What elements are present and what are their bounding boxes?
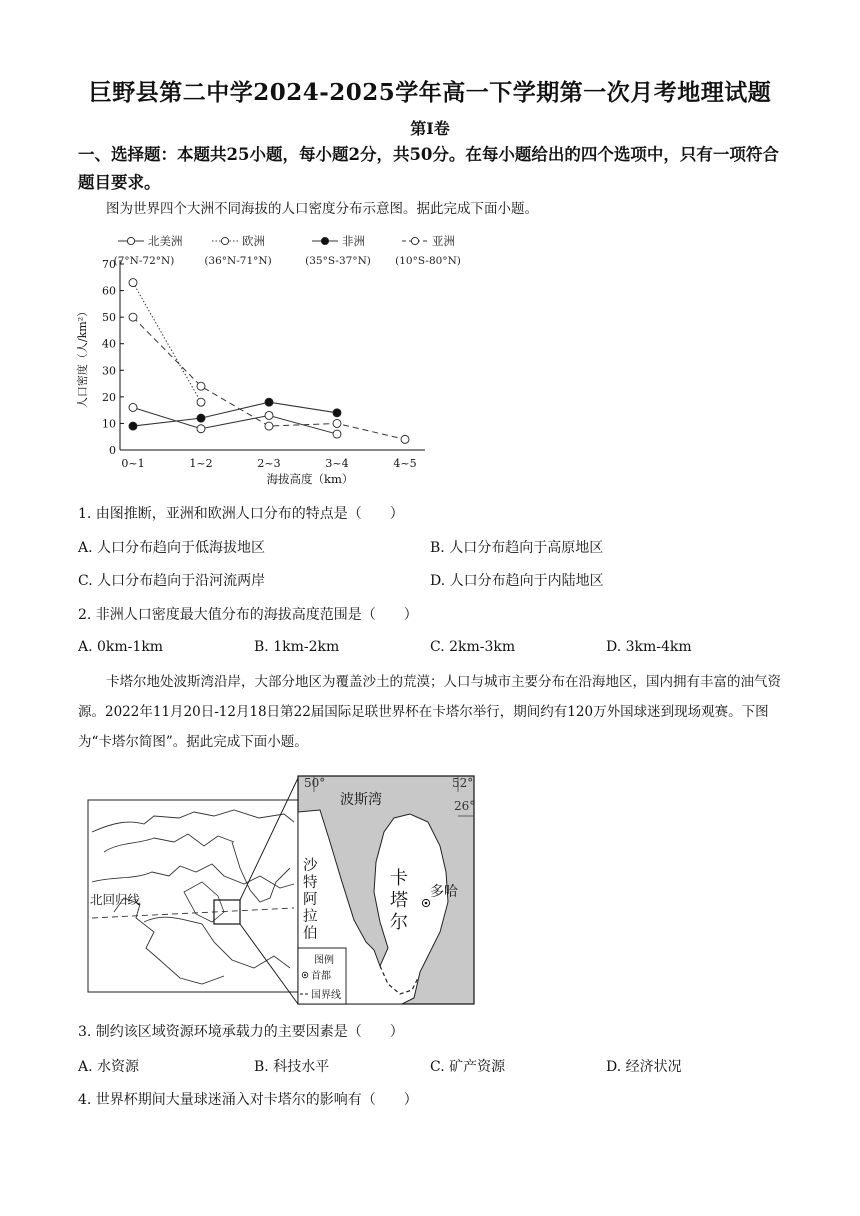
y-axis-label: 人口密度（人/km²） [76,305,89,409]
x-axis-label: 海拔高度（km） [266,472,354,486]
question-3-option-d[interactable]: D. 经济状况 [606,1059,682,1075]
question-1-stem: 1. 由图推断，亚洲和欧洲人口分布的特点是（ ） [78,506,404,522]
data-point [197,382,205,390]
data-point [197,414,205,422]
saudi-arabia-char: 特 [303,875,318,891]
data-point [129,403,137,411]
x-tick-label: 4~5 [393,457,417,470]
question-4-stem: 4. 世界杯期间大量球迷涌入对卡塔尔的影响有（ ） [78,1092,418,1108]
data-point [265,411,273,419]
data-point [197,398,205,406]
x-tick-label: 3~4 [325,457,349,470]
data-point [197,425,205,433]
question-3-option-c[interactable]: C. 矿产资源 [430,1059,506,1075]
x-tick-label: 2~3 [257,457,281,470]
data-point [265,422,273,430]
legend-series-name: 非洲 [342,234,365,248]
tropic-of-cancer-label: 北回归线 [90,892,141,907]
data-point [129,313,137,321]
series-line [133,407,337,434]
question-1-option-b[interactable]: B. 人口分布趋向于高原地区 [430,540,604,556]
legend-capital-label: 首都 [311,971,331,982]
data-point [265,398,273,406]
legend-border-label: 国界线 [311,990,341,1001]
legend-marker [221,237,228,244]
qatar-char: 卡 [390,868,408,889]
longitude-52-label: 52° [452,776,474,790]
legend-series-name: 欧洲 [242,234,265,248]
question-2-option-d[interactable]: D. 3km-4km [606,639,692,655]
question-3-option-b[interactable]: B. 科技水平 [254,1059,330,1075]
question-1-option-d[interactable]: D. 人口分布趋向于内陆地区 [430,573,604,589]
data-point [129,279,137,287]
y-tick-label: 10 [102,417,116,431]
data-point [333,409,341,417]
longitude-50-label: 50° [304,776,326,790]
legend-series-range: (7°N-72°N) [113,255,175,267]
y-tick-label: 50 [102,311,116,325]
qatar-label [390,868,408,933]
legend-series-range: (10°S-80°N) [395,255,461,267]
qatar-char: 尔 [390,912,408,933]
question-3-option-a[interactable]: A. 水资源 [78,1059,140,1075]
saudi-arabia-char: 拉 [303,909,318,925]
y-tick-label: 60 [102,284,116,298]
y-tick-label: 0 [109,444,116,457]
legend-series-name: 亚洲 [432,234,455,248]
page-title: 巨野县第二中学2024-2025学年高一下学期第一次月考地理试题 [88,79,772,106]
legend-marker [411,237,418,244]
question-2-option-a[interactable]: A. 0km-1km [78,639,164,655]
intro-text-2: 卡塔尔地处波斯湾沿岸，大部分地区为覆盖沙土的荒漠；人口与城市主要分布在沿海地区，国内拥有丰富的油气资源。2022年11月20日-12月18日第22届国际足联世界杯在卡塔尔举行，期间约有120万外国球迷到现场观赛。下图为“卡塔尔简图”。据此完成下面小题。 [78,674,781,750]
saudi-arabia-label [303,857,318,942]
data-point [333,430,341,438]
question-1-option-c[interactable]: C. 人口分布趋向于沿河流两岸 [78,573,266,589]
y-tick-label: 20 [102,390,116,404]
data-point [401,435,409,443]
persian-gulf-label: 波斯湾 [340,792,382,808]
qatar-char: 塔 [390,890,408,911]
legend-title: 图例 [314,955,334,966]
y-tick-label: 40 [102,337,116,351]
saudi-arabia-char: 伯 [303,926,318,942]
question-1-option-a[interactable]: A. 人口分布趋向于低海拔地区 [78,540,266,556]
series-line [133,283,201,403]
question-2-stem: 2. 非洲人口密度最大值分布的海拔高度范围是（ ） [78,607,418,623]
volume-label: 第I卷 [410,119,450,138]
question-2-option-b[interactable]: B. 1km-2km [254,639,340,655]
legend-series-range: (35°S-37°N) [305,255,371,267]
x-tick-label: 1~2 [189,457,213,470]
question-3-stem: 3. 制约该区域资源环境承载力的主要因素是（ ） [78,1024,404,1040]
population-density-chart [70,226,500,494]
legend-series-name: 北美洲 [148,234,183,248]
legend-series-range: (36°N-71°N) [204,255,272,267]
saudi-arabia-char: 沙 [303,858,318,874]
doha-label: 多哈 [430,884,458,900]
y-tick-label: 70 [102,258,116,271]
section-heading: 一、选择题：本题共25小题，每小题2分，共50分。在每小题给出的四个选项中，只有一项符合题目要求。 [78,145,779,192]
y-tick-label: 30 [102,364,116,378]
data-point [333,419,341,427]
latitude-26-label: 26° [454,799,476,813]
legend-marker [321,237,328,244]
legend-marker [127,237,134,244]
x-tick-label: 0~1 [121,457,145,470]
saudi-arabia-char: 阿 [303,892,318,908]
qatar-map [84,772,480,1008]
question-2-option-c[interactable]: C. 2km-3km [430,639,516,655]
intro-text-1: 图为世界四个大洲不同海拔的人口密度分布示意图。据此完成下面小题。 [106,201,538,217]
data-point [129,422,137,430]
